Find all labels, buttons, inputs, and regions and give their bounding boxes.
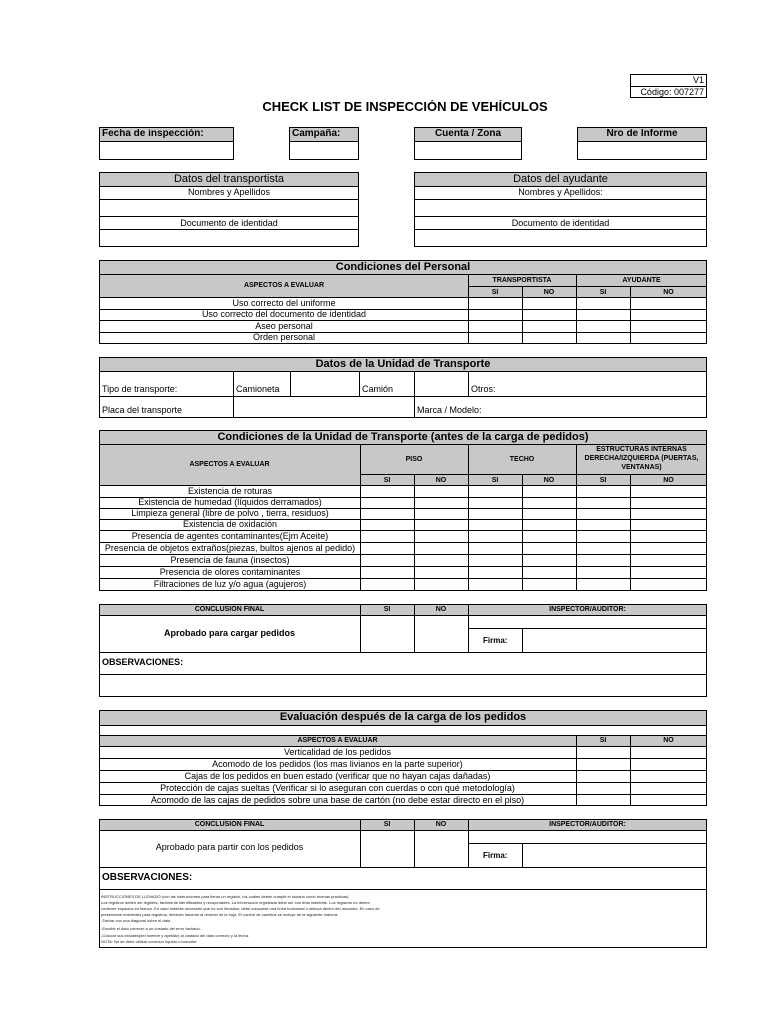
- ayudante-names-input[interactable]: [414, 199, 707, 217]
- transportista-names-input[interactable]: [99, 199, 359, 217]
- condiciones-row: Limpieza general (libre de polvo , tierra, residuos): [131, 509, 329, 518]
- divider: [630, 474, 631, 591]
- unidad-title: Datos de la Unidad de Transporte: [315, 359, 491, 370]
- condiciones-no-3: NO: [663, 477, 674, 484]
- divider: [99, 867, 707, 868]
- cuenta-input[interactable]: [414, 141, 522, 160]
- instructions-line: -Tachar con una diagonal sobre el dato.: [101, 918, 172, 923]
- condiciones-aspects-header: ASPECTOS A EVALUAR: [189, 461, 270, 468]
- version-divider: [630, 86, 707, 87]
- divider: [99, 554, 707, 555]
- condiciones-si-3: SI: [599, 477, 607, 484]
- divider: [99, 578, 707, 579]
- evaluacion-row: Acomodo de las cajas de pedidos sobre una base de cartón (no debe estar directo en el piso): [150, 796, 525, 805]
- divider: [576, 444, 577, 591]
- instructions-line: -Escribir el dato correcto a un costado del error tachado.: [101, 926, 201, 931]
- page-title: CHECK LIST DE INSPECCIÓN DE VEHÍCULOS: [262, 100, 548, 113]
- personal-si-2: SI: [599, 289, 607, 296]
- divider: [99, 770, 707, 771]
- ayudante-names-label: Nombres y Apellidos:: [518, 188, 603, 197]
- unidad-tipo-label: Tipo de transporte:: [102, 385, 178, 394]
- conclusion1-label: Aprobado para cargar pedidos: [163, 629, 296, 638]
- personal-no-2: NO: [663, 289, 674, 296]
- camion-checkbox[interactable]: [414, 372, 469, 397]
- transportista-title: Datos del transportista: [173, 174, 285, 185]
- conclusion2-no: NO: [435, 821, 447, 828]
- instructions-line: NOTA: No se debe utilizar corrector líquido o borrador.: [101, 939, 198, 944]
- conclusion1-no: NO: [435, 606, 447, 613]
- instructions-line: contener espacios en blanco. En caso hubiese necesario que no son llenados, debe colocarse una línea horizontal u oblicua dentro del recuadro. En caso de: [101, 906, 380, 911]
- divider: [468, 444, 469, 591]
- conclusion2-no-checkbox[interactable]: [415, 832, 467, 866]
- ayudante-title: Datos del ayudante: [513, 174, 608, 185]
- condiciones-row: Filtraciones de luz y/o agua (agujeros): [153, 580, 307, 589]
- divider: [99, 652, 707, 653]
- evaluacion-row: Verticalidad de los pedidos: [283, 748, 392, 757]
- evaluacion-title: Evaluación después de la carga de los pedidos: [279, 712, 527, 723]
- divider: [99, 530, 707, 531]
- version-label: V1: [692, 76, 704, 85]
- condiciones-row: Presencia de fauna (insectos): [170, 556, 290, 565]
- divider: [99, 794, 707, 795]
- ayudante-doc-input[interactable]: [414, 229, 707, 247]
- placa-input[interactable]: [234, 397, 414, 417]
- evaluacion-row: Cajas de los pedidos en buen estado (verificar que no hayan cajas dañadas): [184, 772, 491, 781]
- conclusion1-header: CONCLUSION FINAL: [194, 606, 265, 613]
- evaluacion-row: Protección de cajas sueltas (Verificar si lo aseguran con cuerdas o con qué metodología): [160, 784, 515, 793]
- conclusion1-firma-input[interactable]: [523, 629, 706, 651]
- fecha-input[interactable]: [99, 141, 234, 160]
- condiciones-si-2: SI: [491, 477, 499, 484]
- cuenta-label: Cuenta / Zona: [434, 129, 502, 139]
- conclusion1-inspector: INSPECTOR/AUDITOR:: [549, 606, 626, 613]
- conclusion1-si-checkbox[interactable]: [361, 617, 413, 651]
- conclusion2-si: SI: [383, 821, 391, 828]
- unidad-placa-label: Placa del transporte: [102, 406, 183, 415]
- condiciones-no-1: NO: [435, 477, 447, 484]
- divider: [99, 566, 707, 567]
- code-label: Código: 007277: [640, 88, 704, 97]
- divider: [414, 474, 415, 591]
- conclusion1-firma: Firma:: [483, 637, 508, 645]
- transportista-doc-input[interactable]: [99, 229, 359, 247]
- evaluacion-row: Acomodo de los pedidos (los mas livianos en la parte superior): [212, 760, 463, 769]
- divider: [99, 320, 707, 321]
- personal-title: Condiciones del Personal: [335, 262, 471, 273]
- conclusion2-firma-input[interactable]: [523, 844, 706, 866]
- informe-label: Nro de Informe: [606, 129, 678, 139]
- personal-col-transportista: TRANSPORTISTA: [492, 277, 552, 284]
- condiciones-row: Presencia de agentes contaminantes(Ejm Aceite): [131, 532, 329, 541]
- conclusion2-si-checkbox[interactable]: [361, 832, 413, 866]
- campana-label: Campaña:: [292, 129, 341, 139]
- conclusion2-inspector: INSPECTOR/AUDITOR:: [549, 821, 626, 828]
- divider: [522, 474, 523, 591]
- condiciones-no-2: NO: [543, 477, 555, 484]
- personal-row: Uso correcto del uniforme: [232, 299, 336, 308]
- instructions-line: -Colocar sus iniciales(del nombre y apellido) al costado del dato correcto y la fecha.: [101, 933, 250, 938]
- personal-aspects-header: ASPECTOS A EVALUAR: [243, 282, 325, 289]
- evaluacion-no: NO: [663, 737, 674, 744]
- divider: [99, 782, 707, 783]
- conclusion1-si: SI: [383, 606, 391, 613]
- instructions-line: presentarse incidentes para registros, deberán hacerse al reverso de la hoja. El control de cambios se incluye de la siguiente manera:: [101, 912, 339, 917]
- divider: [99, 889, 707, 890]
- conclusion2-firma: Firma:: [483, 852, 508, 860]
- personal-col-ayudante: AYUDANTE: [622, 277, 661, 284]
- transportista-names-label: Nombres y Apellidos: [187, 188, 271, 197]
- camioneta-checkbox[interactable]: [290, 372, 360, 397]
- conclusion1-observaciones: OBSERVACIONES:: [102, 658, 184, 667]
- transportista-doc-label: Documento de identidad: [180, 219, 278, 228]
- fecha-label: Fecha de inspección:: [102, 129, 204, 139]
- conclusion2-header: CONCLUSION FINAL: [194, 821, 265, 828]
- ayudante-doc-label: Documento de identidad: [511, 219, 610, 228]
- divider: [99, 758, 707, 759]
- condiciones-si-1: SI: [383, 477, 391, 484]
- personal-row: Orden personal: [252, 333, 316, 342]
- instructions-line: INSTRUCCIONES DE LLENADO (con las instrucciones para llenar un registro, los cuales deben cumplir el usuario como buenas prácticas): [101, 894, 349, 899]
- personal-no-1: NO: [543, 289, 555, 296]
- unidad-otros-label: Otros:: [471, 385, 496, 394]
- personal-si-1: SI: [491, 289, 499, 296]
- condiciones-row: Existencia de oxidación: [182, 520, 278, 529]
- conclusion1-no-checkbox[interactable]: [415, 617, 467, 651]
- campana-input[interactable]: [289, 141, 359, 160]
- unidad-marca-label: Marca / Modelo:: [417, 406, 482, 415]
- condiciones-techo: TECHO: [509, 456, 535, 463]
- condiciones-estructuras: ESTRUCTURAS INTERNAS DERECHA/IZQUIERDA (PUERTAS, VENTANAS): [584, 446, 699, 471]
- condiciones-row: Presencia de olores contaminantes: [159, 568, 301, 577]
- unidad-camioneta-label: Camioneta: [236, 385, 280, 394]
- informe-input[interactable]: [577, 141, 707, 160]
- evaluacion-aspects-header: ASPECTOS A EVALUAR: [297, 737, 378, 744]
- personal-row: Uso correcto del documento de identidad: [201, 310, 367, 319]
- condiciones-title: Condiciones de la Unidad de Transporte (antes de la carga de pedidos): [217, 432, 589, 443]
- divider: [360, 444, 361, 591]
- divider: [360, 474, 707, 475]
- condiciones-row: Existencia de roturas: [187, 487, 273, 496]
- conclusion2-observaciones: OBSERVACIONES:: [102, 873, 193, 883]
- instructions-line: Los registros deben ser legibles, fácilmente identificables y recuperables. La información registrada debe ser con tinta indeleble. Los registros no deben: [101, 900, 370, 905]
- divider: [468, 286, 707, 287]
- unidad-camion-label: Camión: [362, 385, 394, 394]
- condiciones-row: Presencia de objetos extraños(piezas, bultos ajenos al pedido): [104, 544, 356, 553]
- condiciones-piso: PISO: [405, 456, 423, 463]
- divider: [99, 542, 707, 543]
- condiciones-row: Existencia de humedad (líquidos derramados): [138, 498, 322, 507]
- conclusion1-observaciones-input[interactable]: [100, 675, 706, 696]
- personal-row: Aseo personal: [255, 322, 313, 331]
- conclusion2-label: Aprobado para partir con los pedidos: [155, 843, 304, 852]
- evaluacion-si: SI: [599, 737, 607, 744]
